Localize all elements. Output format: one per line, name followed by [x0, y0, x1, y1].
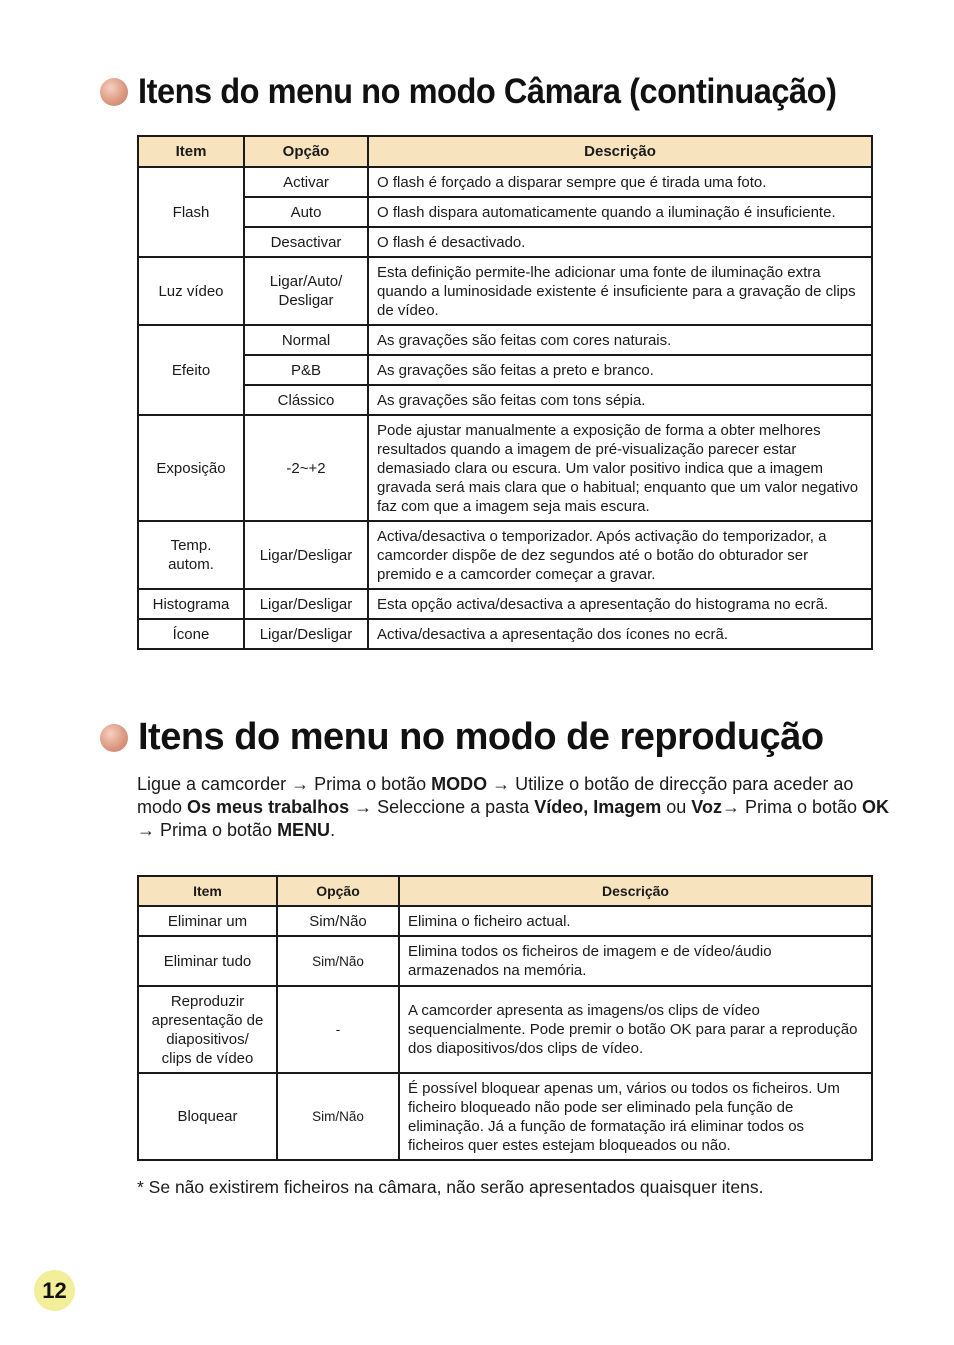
- item-cell: Exposição: [138, 415, 244, 521]
- option-cell: Sim/Não: [277, 906, 399, 936]
- page-title: Itens do menu no modo Câmara (continuação): [138, 72, 837, 111]
- table-row: [138, 227, 872, 257]
- option-cell: Desactivar: [244, 227, 368, 257]
- option-cell: Sim/Não: [277, 1073, 399, 1160]
- option-cell: Sim/Não: [277, 936, 399, 986]
- option-cell: -2~+2: [244, 415, 368, 521]
- instruction-keyword: MODO: [431, 774, 488, 794]
- option-cell: Ligar/Desligar: [244, 521, 368, 589]
- instruction-keyword: Os meus trabalhos: [187, 797, 350, 817]
- table-header-row: [138, 136, 872, 167]
- footnote: * Se não existirem ficheiros na câmara, não serão apresentados quaisquer itens.: [137, 1177, 764, 1197]
- instruction-text: → Prima o botão: [721, 797, 863, 817]
- table-row: [138, 1073, 872, 1160]
- description-cell: Activa/desactiva o temporizador. Após activação do temporizador, a camcorder dispõe de dez segundos até o botão do obturador ser premido e a camcorder começar a gravar.: [368, 521, 872, 589]
- item-cell: Ícone: [138, 619, 244, 649]
- playback-menu-table: [137, 875, 873, 1161]
- instruction-keyword: OK: [862, 797, 890, 817]
- section-heading-playback: [100, 716, 824, 759]
- description-cell: Activa/desactiva a apresentação dos ícones no ecrã.: [368, 619, 872, 649]
- table-row: [138, 589, 872, 619]
- item-cell: Bloquear: [138, 1073, 277, 1160]
- table-row: [138, 619, 872, 649]
- camera-menu-table: [137, 135, 873, 650]
- description-cell: É possível bloquear apenas um, vários ou todos os ficheiros. Um ficheiro bloqueado não pode ser eliminado pela função de eliminação. Já a função de formatação irá eliminar todos os ficheiros quer estes estejam bloqueados ou não.: [399, 1073, 872, 1160]
- header-item: Item: [138, 876, 277, 906]
- description-cell: O flash é forçado a disparar sempre que é tirada uma foto.: [368, 167, 872, 197]
- section-heading-camera: [100, 72, 889, 112]
- table-row: [138, 521, 872, 589]
- bullet-dot-icon: [100, 724, 128, 752]
- table-row: [138, 385, 872, 415]
- description-cell: A camcorder apresenta as imagens/os clips de vídeo sequencialmente. Pode premir o botão OK para parar a reprodução dos diapositivos/dos clips de vídeo.: [399, 986, 872, 1073]
- table-row: [138, 355, 872, 385]
- item-cell: Flash: [138, 167, 244, 257]
- table-row: [138, 986, 872, 1073]
- option-cell: Activar: [244, 167, 368, 197]
- table-row: [138, 257, 872, 325]
- description-cell: Pode ajustar manualmente a exposição de forma a obter melhores resultados quando a imagem de pré-visualização parecer estar demasiado clara ou escura. Um valor positivo indica que a imagem gravada será mais clara que o habitual; enquanto que um valor negativo faz com que a imagem seja mais escura.: [368, 415, 872, 521]
- description-cell: Esta definição permite-lhe adicionar uma fonte de iluminação extra quando a luminosidade existente é insuficiente para a gravação de clips de vídeo.: [368, 257, 872, 325]
- header-option: Opção: [277, 876, 399, 906]
- description-cell: Esta opção activa/desactiva a apresentação do histograma no ecrã.: [368, 589, 872, 619]
- option-cell: Ligar/Auto/ Desligar: [244, 257, 368, 325]
- bullet-dot-icon: [100, 78, 128, 106]
- option-cell: Clássico: [244, 385, 368, 415]
- table-row: [138, 325, 872, 355]
- option-cell: Ligar/Desligar: [244, 619, 368, 649]
- section-title: Itens do menu no modo de reprodução: [138, 716, 824, 758]
- table-row: [138, 167, 872, 197]
- description-cell: O flash é desactivado.: [368, 227, 872, 257]
- description-cell: O flash dispara automaticamente quando a iluminação é insuficiente.: [368, 197, 872, 227]
- description-cell: As gravações são feitas a preto e branco.: [368, 355, 872, 385]
- instruction-text: → Utilize o botão de direcção para aceder ao modo: [137, 774, 854, 817]
- option-cell: Auto: [244, 197, 368, 227]
- instruction-text: ou: [661, 797, 692, 817]
- instruction-keyword: Vídeo, Imagem: [534, 797, 662, 817]
- header-description: Descrição: [399, 876, 872, 906]
- playback-instructions: [137, 773, 897, 842]
- instruction-text: Ligue a camcorder → Prima o botão: [137, 774, 432, 794]
- table-row: [138, 197, 872, 227]
- option-cell: Normal: [244, 325, 368, 355]
- item-cell: Eliminar tudo: [138, 936, 277, 986]
- description-cell: As gravações são feitas com cores naturais.: [368, 325, 872, 355]
- instruction-keyword: MENU: [277, 820, 331, 840]
- table-row: [138, 936, 872, 986]
- header-option: Opção: [244, 136, 368, 167]
- instruction-text: → Seleccione a pasta: [349, 797, 535, 817]
- description-cell: Elimina o ficheiro actual.: [399, 906, 872, 936]
- item-cell: Luz vídeo: [138, 257, 244, 325]
- instruction-text: → Prima o botão: [137, 820, 278, 840]
- page-number: 12: [34, 1270, 75, 1311]
- header-description: Descrição: [368, 136, 872, 167]
- item-cell: Eliminar um: [138, 906, 277, 936]
- item-cell: Histograma: [138, 589, 244, 619]
- header-item: Item: [138, 136, 244, 167]
- option-cell: Ligar/Desligar: [244, 589, 368, 619]
- instruction-keyword: Voz: [691, 797, 722, 817]
- instruction-text: .: [330, 820, 336, 840]
- table-row: [138, 415, 872, 521]
- item-cell: Reproduzir apresentação de diapositivos/ clips de vídeo: [138, 986, 277, 1073]
- option-cell: -: [277, 986, 399, 1073]
- table-row: [138, 906, 872, 936]
- item-cell: Temp. autom.: [138, 521, 244, 589]
- table-header-row: [138, 876, 872, 906]
- option-cell: P&B: [244, 355, 368, 385]
- item-cell: Efeito: [138, 325, 244, 415]
- description-cell: As gravações são feitas com tons sépia.: [368, 385, 872, 415]
- description-cell: Elimina todos os ficheiros de imagem e de vídeo/áudio armazenados na memória.: [399, 936, 872, 986]
